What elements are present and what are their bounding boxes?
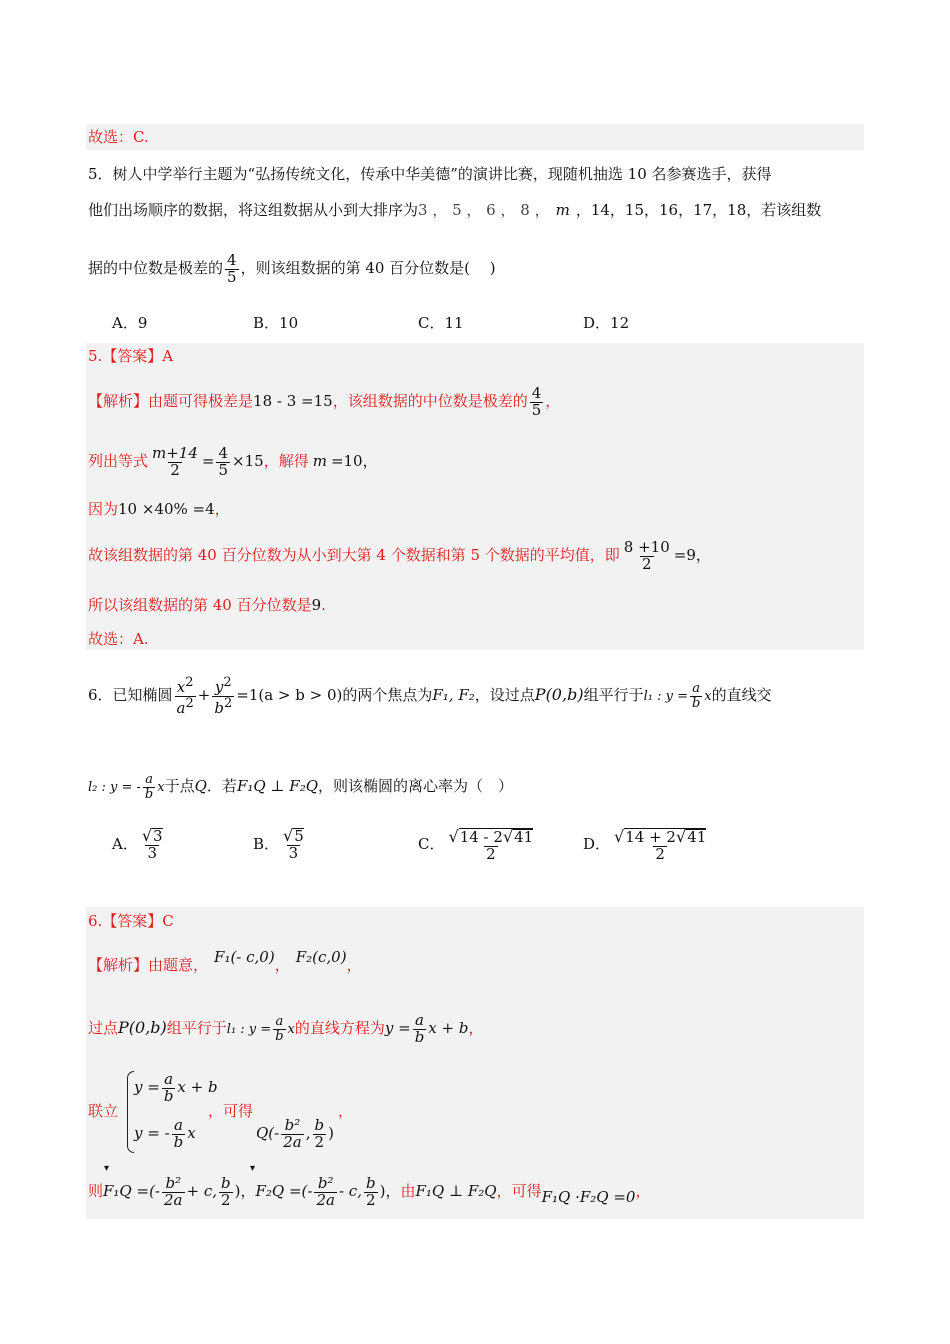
q6-sol1-f2: F₂(c,0) <box>295 948 347 966</box>
q6-stem1-foci-text: 的两个焦点为 <box>342 686 433 704</box>
q6-point-q: Q <box>194 777 207 795</box>
vector-arrow-icon: ▾ <box>104 1163 110 1174</box>
q6-option-d-label: D． <box>583 835 611 853</box>
q5-stem-line1: 5．树人中学举行主题为“弘扬传统文化，传承中华美德”的演讲比赛，现随机抽选 10 名参赛选手，获得 <box>88 165 772 183</box>
q5-sol1-fraction: $\frac{4}{5}$ <box>531 383 542 419</box>
q6-stem2-if: ．若 <box>206 777 237 795</box>
q5-solution-block <box>86 343 864 650</box>
q6-sol3-q-open: Q(- <box>256 1124 280 1142</box>
q6-sol4-get: ，可得 <box>496 1182 542 1200</box>
q6-option-a <box>112 822 167 866</box>
q5-stem3-tail: ，则该组数据的第 40 百分位数是( ) <box>240 259 496 277</box>
q6-option-d-fraction: $\frac{√14 + 2√41}{2}$ <box>614 826 707 863</box>
q6-sys1-rest: x + b <box>177 1078 218 1096</box>
q6-sol2-fraction: $\frac{a}{b}$ <box>275 1013 284 1044</box>
q6-stem1-parallel-text: 组平行于 <box>583 686 644 704</box>
q5-sequence-end: ，14，15，16，17，18，若该组数 <box>575 201 822 219</box>
q6-option-b-fraction: $\frac{√5}{3}$ <box>283 826 304 863</box>
q6-sol1-end: ， <box>346 956 362 974</box>
q6-sol-tag: 【解析】 <box>88 956 149 974</box>
q6-solution-block <box>86 907 864 1219</box>
q6-sol2-end: ， <box>468 1019 484 1037</box>
q5-sol-line2 <box>88 441 378 481</box>
q6-sol4-v1: F₁Q =(- <box>103 1182 160 1200</box>
q6-stem2-end: ，则该椭圆的离心率为（ ） <box>318 777 514 795</box>
q6-l2: l₂ : y = - <box>88 780 141 795</box>
q5-sol1-text2: ，该组数据的中位数是极差的 <box>332 392 528 410</box>
q6-sys1-fraction: $\frac{a}{b}$ <box>163 1069 174 1105</box>
q5-sol2-text: 列出等式 <box>88 452 149 470</box>
q6-stem1-text: 6．已知椭圆 <box>88 686 173 704</box>
q6-sol2-fraction2: $\frac{a}{b}$ <box>414 1010 425 1046</box>
q6-sol1-text: 由题意， <box>148 956 209 974</box>
q5-answer: 5.【答案】A <box>88 347 174 365</box>
q6-sol4-by: 由 <box>400 1182 416 1200</box>
q6-ellipse-plus: + <box>197 686 211 704</box>
q6-sol3-text: ，可得 <box>208 1102 254 1120</box>
q5-stem2-text: 他们出场顺序的数据，将这组数据从小到大排序为 <box>88 201 419 219</box>
q6-sol3-end: ， <box>338 1102 354 1120</box>
q5-var-m: m <box>555 201 570 219</box>
q5-option-d: D．12 <box>583 314 630 332</box>
q5-sol2-result: =10， <box>330 452 378 470</box>
q5-option-c: C．11 <box>418 314 464 332</box>
q6-sol2-l1: l₁ : y = <box>226 1022 272 1037</box>
q6-foci: F₁, F₂ <box>432 686 475 704</box>
q5-stem3-text: 据的中位数是极差的 <box>88 259 224 277</box>
q6-sol4-v1e: )， <box>234 1182 256 1200</box>
q5-sol-line3 <box>88 499 230 519</box>
q6-stem-line1 <box>88 670 772 722</box>
q5-range-expr: 18 - 3 =15 <box>253 392 333 410</box>
q6-sol1-f1: F₁(- c,0) <box>214 948 275 966</box>
q5-sol1-text: 由题可得极差是 <box>148 392 254 410</box>
q6-sys2-rest: x <box>187 1124 196 1142</box>
q5-sol3-end: ， <box>214 500 230 518</box>
prev-answer-line: 故选：C. <box>88 128 149 146</box>
q5-sol2-times: ×15 <box>232 452 264 470</box>
q6-stem1-end: 的直线交 <box>711 686 772 704</box>
q6-option-d <box>583 822 710 866</box>
q5-sol2-solve: ，解得 <box>263 452 309 470</box>
q6-sys1-y: y = <box>134 1078 160 1096</box>
q6-sol2-text: 过点 <box>88 1019 119 1037</box>
q6-system-eq2 <box>134 1113 196 1153</box>
q6-sol4-text: 则 <box>88 1182 104 1200</box>
q6-sol3-fraction: $\frac{\text{b²}}{2a}$ <box>283 1115 302 1151</box>
q5-sol-line1 <box>88 381 560 421</box>
q5-sol2-fraction: $\frac{m+14}{2}$ <box>152 443 198 479</box>
q6-sol3-label: 联立 <box>88 1102 119 1120</box>
q5-fraction: $\frac{4}{5}$ <box>227 250 237 286</box>
q6-sol4-v2e: )， <box>379 1182 401 1200</box>
q5-option-b: B．10 <box>253 314 299 332</box>
q6-sol2-xb: x + b <box>428 1019 469 1037</box>
q6-l2-fraction: $\frac{a}{b}$ <box>144 771 154 802</box>
q6-sol4-perp: F₁Q ⊥ F₂Q <box>415 1182 497 1200</box>
q6-perp-condition: F₁Q ⊥ F₂Q <box>236 777 319 795</box>
q6-ellipse-y-term: $\frac{y^2}{b^2}$ <box>214 674 233 717</box>
q6-option-a-label: A． <box>112 835 138 853</box>
q5-sol2-eq: = <box>201 452 215 470</box>
q5-sol1-end: ， <box>545 392 561 410</box>
q6-point-p: P(0,b) <box>534 685 584 704</box>
q5-sequence-start: 3 ， 5 ， 6 ， 8 ， <box>418 201 550 219</box>
q6-stem1-point-text: ，设过点 <box>474 686 535 704</box>
q6-option-b-label: B． <box>253 835 280 853</box>
q5-sol2-fraction2: $\frac{4}{5}$ <box>218 443 229 479</box>
q5-sol5-text: 所以该组数据的第 40 百分位数是 <box>88 596 312 614</box>
q6-stem2-text: 于点 <box>164 777 195 795</box>
q5-sol4-result: =9， <box>673 546 711 564</box>
q6-sol4-fraction3: $\frac{\text{b²}}{2a}$ <box>316 1173 335 1209</box>
q6-sol4-fraction2: $\frac{b}{2}$ <box>221 1173 231 1209</box>
q6-sol2-p: P(0,b) <box>118 1018 167 1037</box>
q6-sol3-sep: , <box>305 1124 311 1142</box>
q6-sol4-v1m: + c, <box>186 1182 218 1200</box>
q6-sol4-dot: F₁Q ·F₂Q =0 <box>541 1188 636 1206</box>
q6-sys2-fraction: $\frac{a}{b}$ <box>173 1115 184 1151</box>
q5-sol-line5 <box>88 595 326 615</box>
q6-sol4-v2m: - c, <box>338 1182 362 1200</box>
q5-sol4-fraction: $\frac{8 +10}{2}$ <box>623 537 670 573</box>
q6-l1-fraction: $\frac{a}{b}$ <box>691 680 701 711</box>
q5-stem-line3 <box>88 248 496 288</box>
q6-system-eq1 <box>134 1067 218 1107</box>
q6-sol4-fraction4: $\frac{b}{2}$ <box>365 1173 376 1209</box>
q6-option-c-label: C． <box>418 835 445 853</box>
q6-option-b <box>253 822 308 866</box>
q6-sol2-parallel: 组平行于 <box>166 1019 227 1037</box>
q5-sol5-end: . <box>321 596 326 614</box>
q6-ellipse-x-term: $\frac{x^2}{a^2}$ <box>176 674 194 717</box>
q6-sol4-fraction1: $\frac{\text{b²}}{2a}$ <box>164 1173 183 1209</box>
q5-sol2-m: m <box>312 452 327 470</box>
q5-stem-line2 <box>88 200 821 220</box>
q6-l1: l₁ : y = <box>643 689 688 704</box>
q6-sol2-y: y = <box>384 1019 411 1037</box>
q6-option-c-fraction: $\frac{√14 - 2√41}{2}$ <box>448 826 534 863</box>
q6-sol3-q <box>256 1111 334 1155</box>
q6-option-c <box>418 822 537 866</box>
q6-sol3-fraction2: $\frac{b}{2}$ <box>314 1115 325 1151</box>
q5-final: 故选：A. <box>88 630 149 648</box>
q6-option-a-fraction: $\frac{√3}{3}$ <box>141 826 163 863</box>
q5-sol-tag: 【解析】 <box>88 392 149 410</box>
q5-option-a: A．9 <box>112 314 148 332</box>
q6-answer: 6.【答案】C <box>88 912 174 930</box>
q5-sol3-expr: 10 ×40% =4 <box>118 500 215 518</box>
q6-ellipse-rest: =1(a > b > 0) <box>236 686 343 704</box>
q6-sol2-line-text: 的直线方程为 <box>294 1019 385 1037</box>
q6-sol-line4 <box>88 1169 650 1213</box>
q5-sol3-text: 因为 <box>88 500 119 518</box>
q6-stem-line2 <box>88 764 513 810</box>
q5-sol-line4 <box>88 535 711 575</box>
q6-sol4-end: ， <box>635 1182 651 1200</box>
system-brace-icon <box>127 1071 134 1153</box>
prev-answer-block <box>86 124 864 150</box>
q6-sol2-x: x <box>287 1022 295 1037</box>
vector-arrow-icon: ▾ <box>250 1163 256 1174</box>
q6-sol-line2 <box>88 1005 483 1053</box>
q6-l2-x: x <box>157 780 165 795</box>
q6-l1-x: x <box>704 689 712 704</box>
q6-sol-line1 <box>88 943 362 987</box>
q6-sol3-close: ) <box>328 1124 334 1142</box>
q6-sys2-y: y = - <box>134 1124 170 1142</box>
q5-sol5-value: 9 <box>311 596 322 614</box>
q5-sol4-text: 故该组数据的第 40 百分位数为从小到大第 4 个数据和第 5 个数据的平均值，即 <box>88 546 620 564</box>
q6-sol1-comma: ， <box>274 956 290 974</box>
q6-sol4-v2: F₂Q =(- <box>255 1182 313 1200</box>
